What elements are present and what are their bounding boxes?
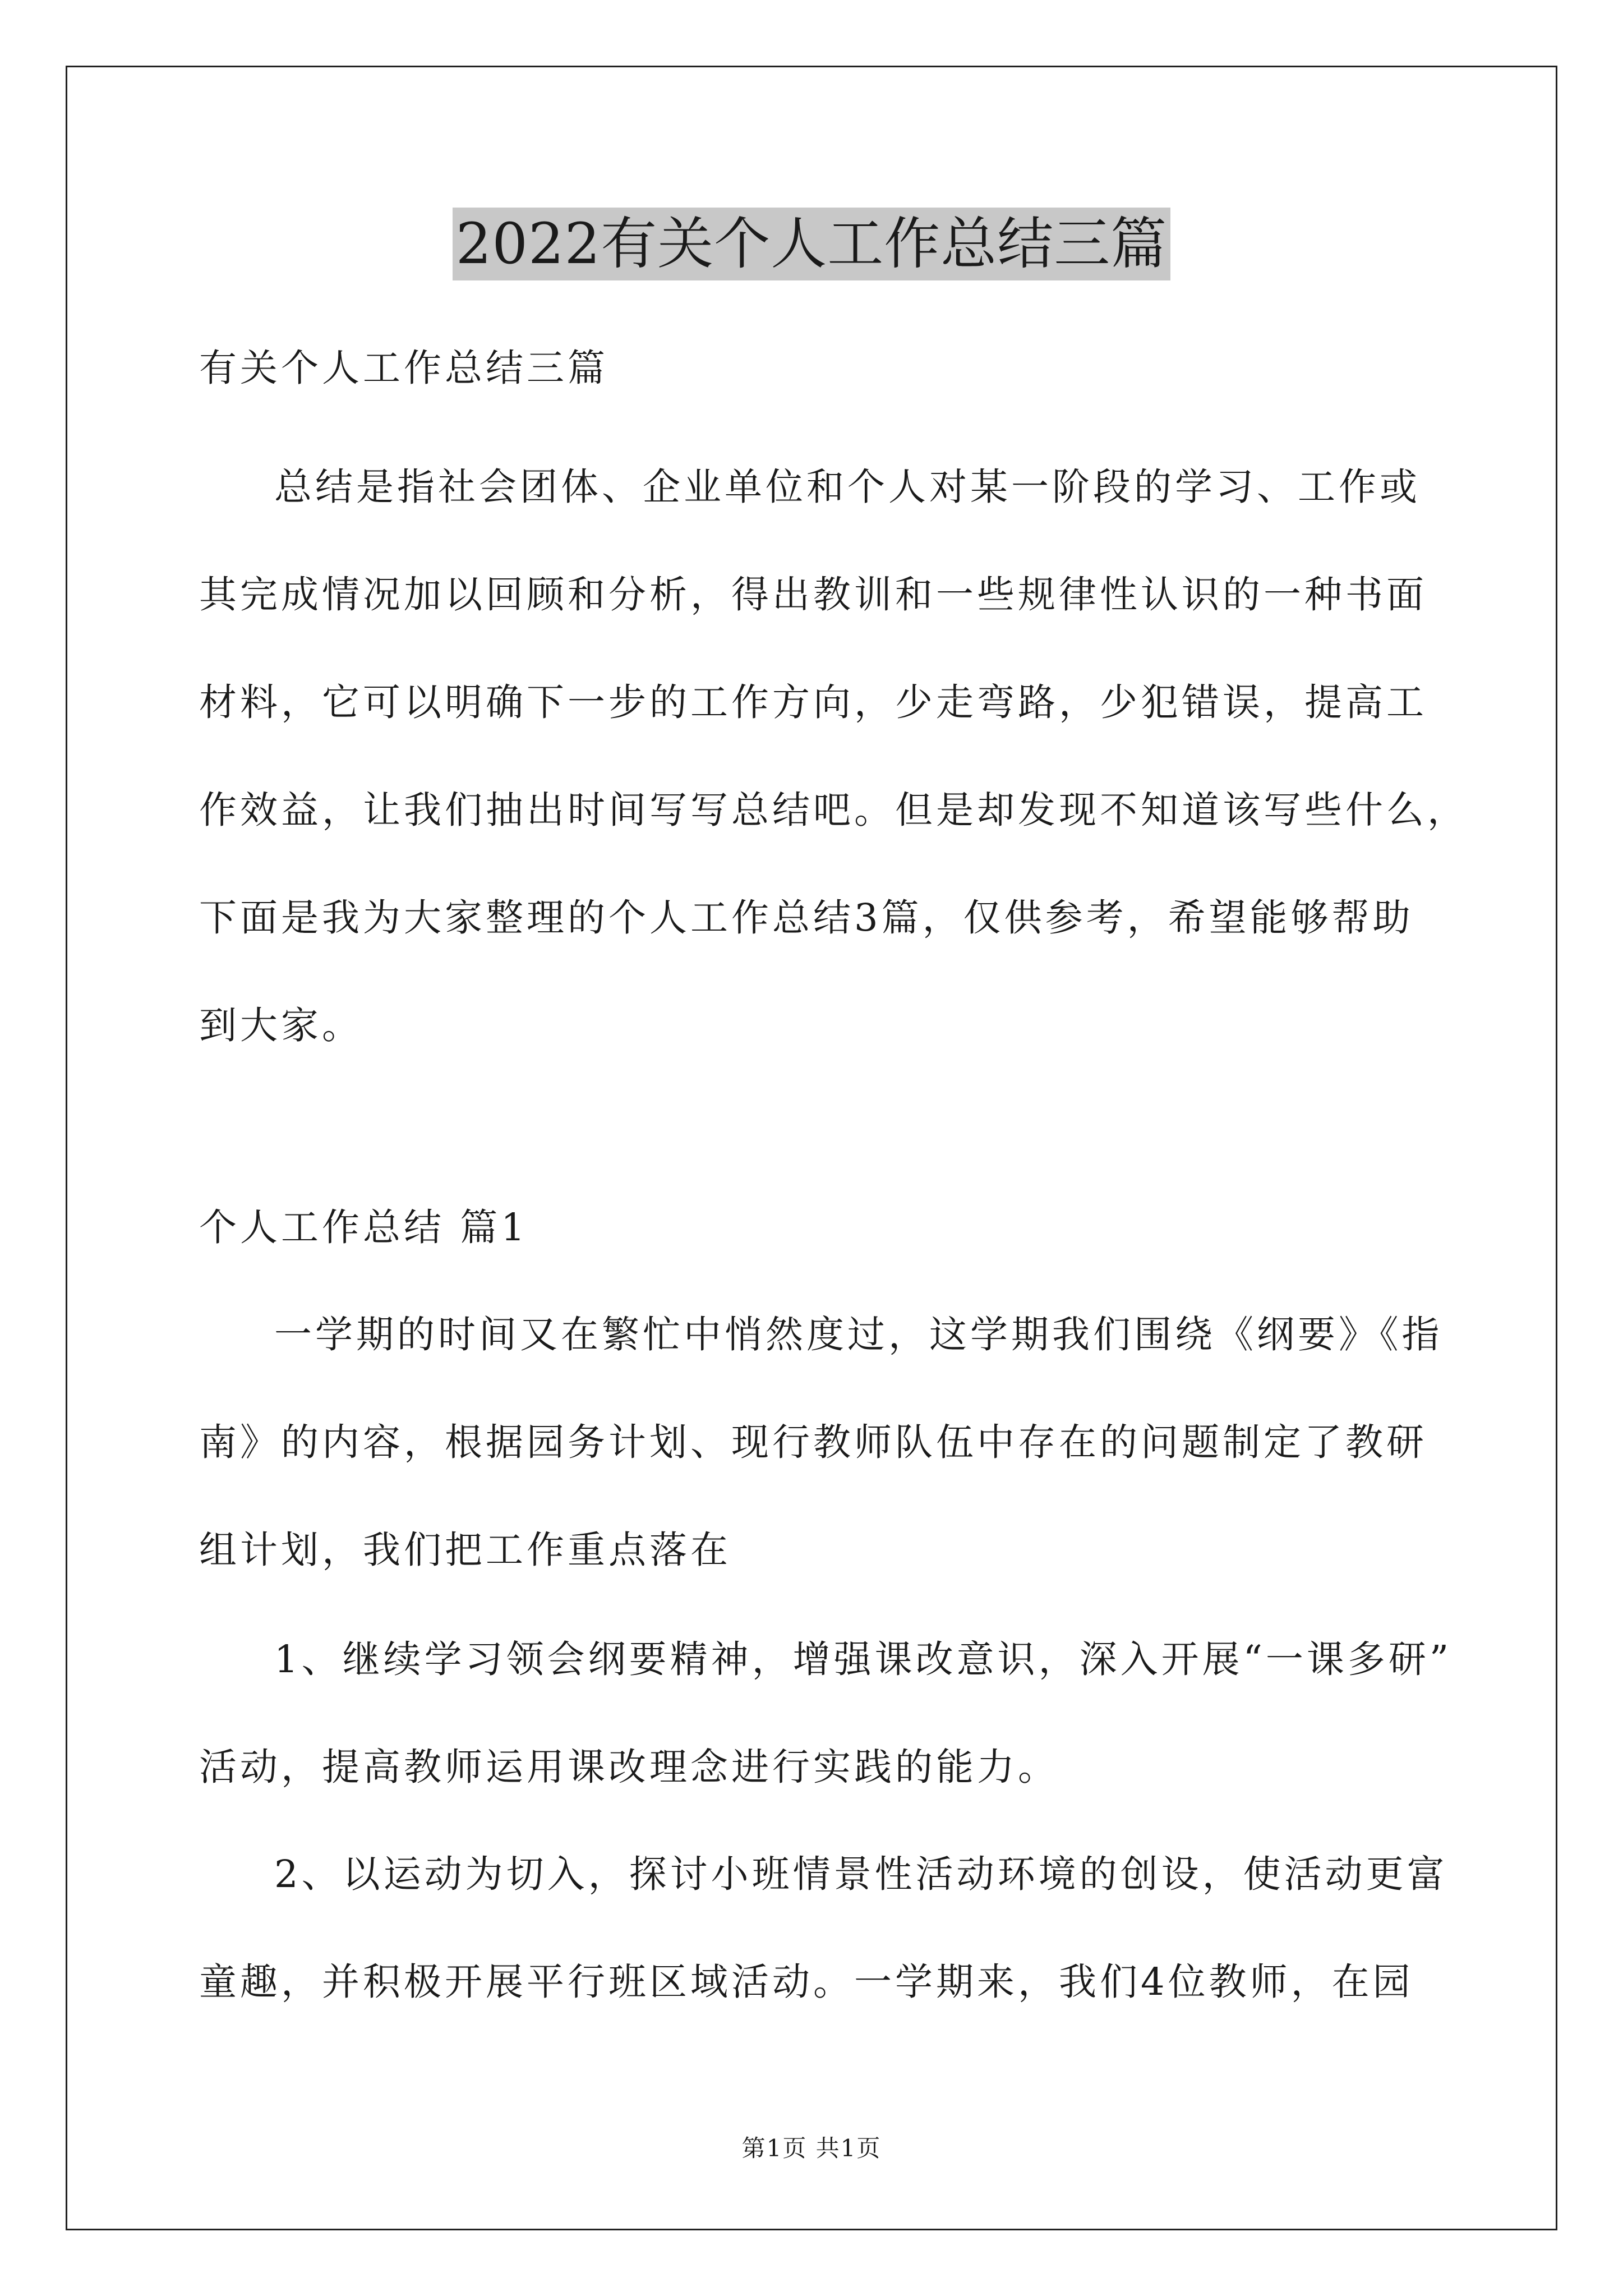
section-para3-line-2: 童趣，并积极开展平行班区域活动。一学期来，我们4位教师，在园 xyxy=(199,1960,1414,2004)
section-heading: 个人工作总结 篇1 xyxy=(199,1205,528,1249)
section-heading-block xyxy=(199,1174,1455,1281)
document-subtitle-block xyxy=(199,314,1455,422)
intro-line-1: 总结是指社会团体、企业单位和个人对某一阶段的学习、工作或 xyxy=(274,465,1421,509)
intro-paragraph xyxy=(199,433,1468,1079)
section-para1-line-1: 一学期的时间又在繁忙中悄然度过，这学期我们围绕《纲要》《指 xyxy=(274,1313,1443,1356)
section-para3-line-1: 2、以运动为切入，探讨小班情景性活动环境的创设，使活动更富 xyxy=(274,1852,1448,1896)
section-para1-line-3: 组计划，我们把工作重点落在 xyxy=(199,1528,731,1572)
intro-line-5: 下面是我为大家整理的个人工作总结3篇，仅供参考，希望能够帮助 xyxy=(199,896,1414,940)
section-para1-line-2: 南》的内容，根据园务计划、现行教师队伍中存在的问题制定了教研 xyxy=(199,1420,1427,1464)
intro-line-4: 作效益，让我们抽出时间写写总结吧。但是却发现不知道该写些什么， xyxy=(199,788,1468,832)
document-subtitle: 有关个人工作总结三篇 xyxy=(199,346,608,390)
section-paragraph-2 xyxy=(199,1605,1455,1821)
section-paragraph-1 xyxy=(199,1281,1455,1604)
document-title: 2022有关个人工作总结三篇 xyxy=(453,208,1171,280)
intro-line-2: 其完成情况加以回顾和分析，得出教训和一些规律性认识的一种书面 xyxy=(199,573,1427,616)
intro-line-6: 到大家。 xyxy=(199,1004,363,1047)
section-para2-line-1: 1、继续学习领会纲要精神，增强课改意识，深入开展“一课多研” xyxy=(274,1637,1453,1681)
page-footer: 第1页 共1页 xyxy=(741,2134,882,2162)
intro-line-3: 材料，它可以明确下一步的工作方向，少走弯路，少犯错误，提高工 xyxy=(199,680,1427,724)
section-paragraph-3 xyxy=(199,1820,1455,2036)
section-para2-line-2: 活动，提高教师运用课改理念进行实践的能力。 xyxy=(199,1745,1059,1789)
title-container xyxy=(0,208,1623,280)
